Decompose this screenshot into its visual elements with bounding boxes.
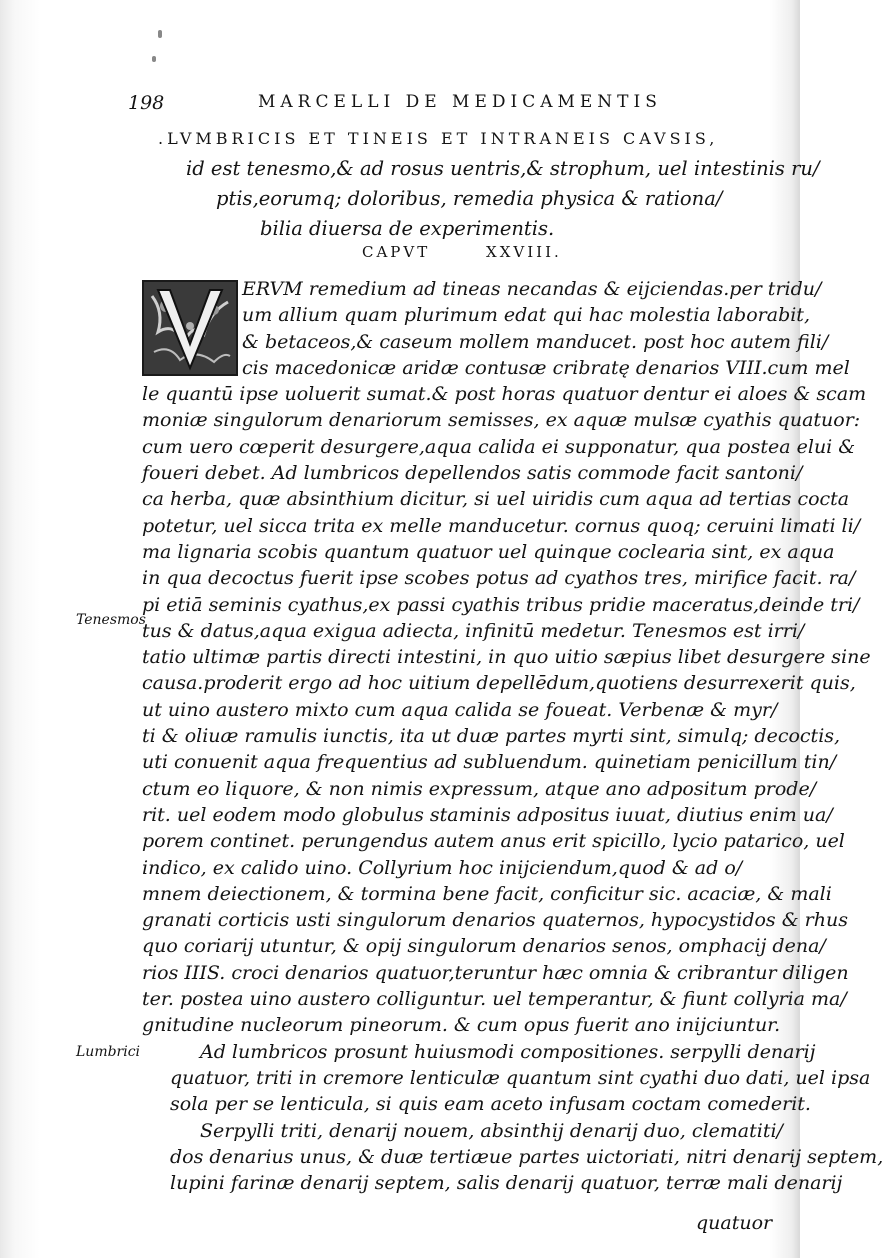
text-line: ERVM remedium ad tineas necandas & eijciendas.per tridu/ — [242, 278, 822, 300]
text-line: uti conuenit aqua frequentius ad subluendum. quinetiam penicillum tin/ — [142, 751, 837, 774]
heading-line-2: id est tenesmo,& ad rosus uentris,& strophum, uel intestinis ru/ — [186, 157, 820, 180]
heading-line-1: .LVMBRICIS ET TINEIS ET INTRANEIS CAVSIS, — [158, 129, 719, 148]
text-line: lupini farinæ denarij septem, salis denarij quatuor, terræ mali denarij — [170, 1172, 843, 1195]
text-line: ca herba, quæ absinthium dicitur, si uel uiridis cum aqua ad tertias cocta — [142, 488, 850, 511]
ink-speck — [158, 30, 162, 38]
catchword: quatuor — [696, 1212, 773, 1234]
text-line: & betaceos,& caseum mollem manducet. post hoc autem fili/ — [242, 330, 829, 353]
text-line: ti & oliuæ ramulis iunctis, ita ut duæ partes myrti sint, simulq; decoctis, — [142, 725, 841, 748]
text-line: cum uero cœperit desurgere,aqua calida ei supponatur, qua postea elui & — [142, 435, 856, 458]
text-line: rit. uel eodem modo globulus staminis adpositus iuuat, diutius enim ua/ — [142, 803, 833, 826]
text-line: pi etiā seminis cyathus,ex passi cyathis tribus pridie maceratus,deinde tri/ — [142, 593, 860, 616]
text-line: foueri debet. Ad lumbricos depellendos satis commode facit santoni/ — [142, 462, 803, 485]
text-line: ctum eo liquore, & non nimis expressum, atque ano adpositum prode/ — [142, 777, 817, 800]
text-line: cis macedonicæ aridæ contusæ cribratę denarios VIII.cum mel — [242, 356, 850, 379]
chapter-heading — [158, 124, 820, 244]
ink-speck — [152, 56, 156, 62]
text-line: sola per se lenticula, si quis eam aceto infusam coctam comederit. — [170, 1093, 811, 1116]
text-line: porem continet. perungendus autem anus erit spicillo, lycio patarico, uel — [142, 830, 845, 853]
text-line: granati corticis usti singulorum denarios quaternos, hypocystidos & rhus — [142, 909, 848, 932]
margin-note-tenesmos: Tenesmos — [76, 612, 146, 628]
text-line: Serpylli triti, denarij nouem, absinthij denarij duo, clematiti/ — [200, 1119, 783, 1142]
text-line: Ad lumbricos prosunt huiusmodi compositiones. serpylli denarij — [200, 1040, 816, 1063]
text-line: mnem deiectionem, & tormina bene facit, conficitur sic. acaciæ, & mali — [142, 882, 832, 905]
body-text — [142, 276, 883, 1196]
text-line: dos denarius unus, & duæ tertiæue partes uictoriati, nitri denarij septem, — [170, 1145, 883, 1168]
text-line: gnitudine nucleorum pineorum. & cum opus fuerit ano inijciuntur. — [142, 1014, 781, 1037]
chapter-numeral: XXVIII. — [486, 243, 562, 261]
running-title: MARCELLI DE MEDICAMENTIS — [258, 92, 662, 112]
heading-line-3: ptis,eorumq; doloribus, remedia physica & rationa/ — [216, 187, 723, 210]
text-line: ma lignaria scobis quantum quatuor uel quinque coclearia sint, ex aqua — [142, 540, 835, 563]
chapter-label: CAPVT — [362, 243, 431, 261]
text-line: causa.proderit ergo ad hoc uitium depellēdum,quotiens desurrexerit quis, — [142, 672, 856, 695]
text-line: tatio ultimæ partis directi intestini, in quo uitio sæpius libet desurgere sine — [142, 646, 871, 669]
text-line: tus & datus,aqua exigua adiecta, infinitū medetur. Tenesmos est irri/ — [142, 619, 805, 642]
page-number: 198 — [128, 92, 165, 114]
text-line: moniæ singulorum denariorum semisses, ex aquæ mulsæ cyathis quatuor: — [142, 409, 861, 432]
text-line: ut uino austero mixto cum aqua calida se foueat. Verbenæ & myr/ — [142, 698, 778, 721]
text-line: ter. postea uino austero colliguntur. uel temperantur, & fiunt collyria ma/ — [142, 988, 847, 1011]
margin-note-lumbrici: Lumbrici — [76, 1044, 141, 1060]
text-line: in qua decoctus fuerit ipse scobes potus ad cyathos tres, mirifice facit. ra/ — [142, 567, 856, 590]
text-line: le quantū ipse uoluerit sumat.& post horas quatuor dentur ei aloes & scam — [142, 383, 867, 406]
heading-line-4: bilia diuersa de experimentis. — [260, 217, 555, 240]
text-line: potetur, uel sicca trita ex melle manducetur. cornus quoq; ceruini limati li/ — [142, 514, 861, 537]
text-line: quo coriarij utuntur, & opij singulorum denarios senos, omphacij dena/ — [142, 935, 826, 958]
text-line: rios IIIS. croci denarios quatuor,teruntur hæc omnia & cribrantur diligen — [142, 961, 849, 984]
running-head — [128, 92, 768, 116]
text-line: um allium quam plurimum edat qui hac molestia laborabit, — [242, 304, 810, 327]
text-line: indico, ex calido uino. Collyrium hoc inijciendum,quod & ad o/ — [142, 856, 743, 879]
chapter-number — [362, 243, 562, 261]
text-line: quatuor, triti in cremore lenticulæ quantum sint cyathi duo dati, uel ipsa — [170, 1066, 871, 1089]
